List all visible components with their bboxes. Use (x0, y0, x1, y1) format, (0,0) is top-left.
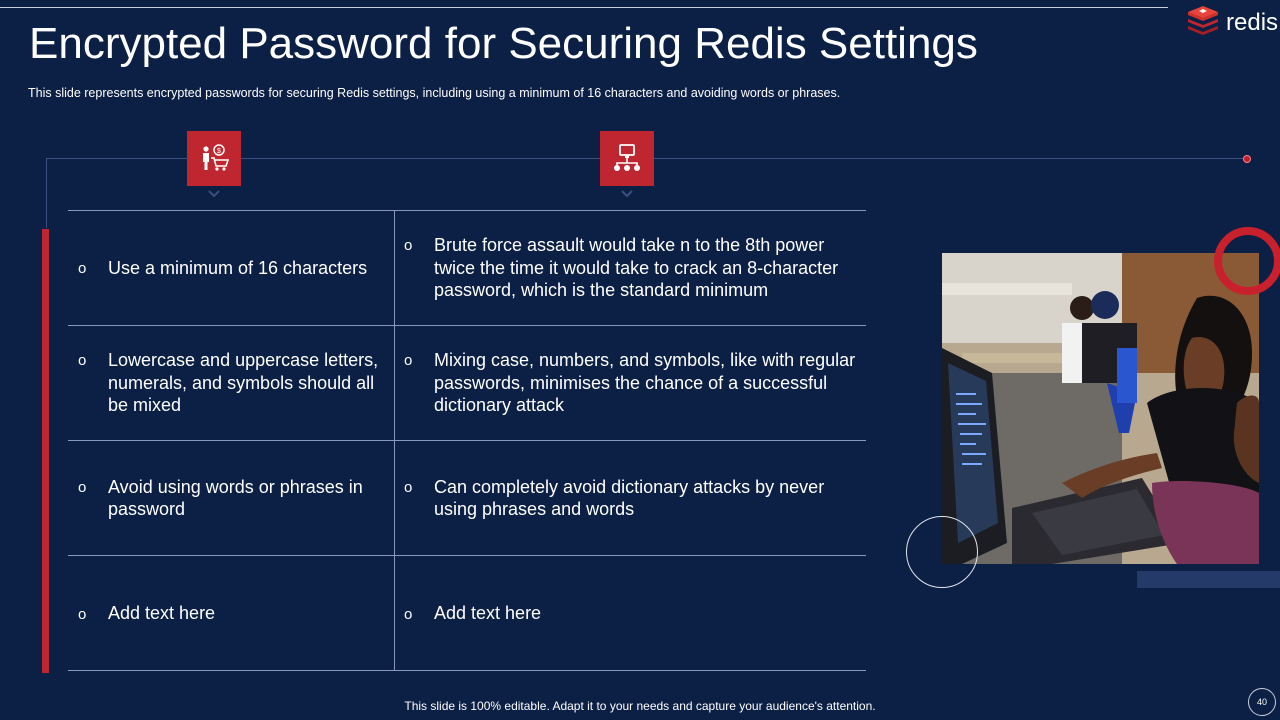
decorative-bar (1137, 571, 1280, 588)
page-subtitle: This slide represents encrypted passwords for securing Redis settings, including using a minimum of 16 characters and avoiding words or phrases. (28, 86, 841, 100)
table-divider (68, 670, 866, 671)
bullet-marker: o (404, 606, 413, 623)
accent-bar (42, 229, 49, 673)
footer-note: This slide is 100% editable. Adapt it to your needs and capture your audience's attention. (404, 699, 876, 713)
bullet-marker: o (78, 352, 87, 369)
decorative-ring (1214, 227, 1280, 295)
svg-text:$: $ (217, 147, 221, 155)
table-column-divider (394, 210, 395, 671)
connector-end-dot (1243, 155, 1251, 163)
redis-logo-icon (1186, 5, 1220, 35)
table-cell-left (108, 441, 388, 555)
table-cell-right (434, 211, 864, 325)
person-with-cart-icon (198, 143, 230, 175)
bullet-marker: o (78, 479, 87, 496)
table-cell-right (434, 326, 864, 440)
column-icon-box-left (187, 131, 241, 186)
bullet-marker: o (78, 606, 87, 623)
cell-text: Lowercase and uppercase letters, numerals, and symbols should all be mixed (108, 350, 379, 416)
cell-text: Mixing case, numbers, and symbols, like with regular passwords, minimises the chance of a successful dictionary attack (434, 350, 856, 416)
bullet-marker: o (404, 352, 413, 369)
page-title: Encrypted Password for Securing Redis Settings (29, 19, 978, 68)
office-photo (942, 253, 1259, 564)
table-cell-left (108, 211, 388, 325)
table-cell-right (434, 556, 864, 670)
bullet-marker: o (404, 479, 413, 496)
cell-text: Add text here (108, 602, 216, 623)
bullet-marker: o (78, 260, 87, 277)
top-divider (0, 7, 1168, 8)
cell-text: Use a minimum of 16 characters (108, 257, 368, 278)
chevron-down-icon (208, 190, 220, 198)
table-cell-left (108, 556, 388, 670)
chevron-down-icon (621, 190, 633, 198)
page-number: 40 (1248, 688, 1276, 716)
network-hierarchy-icon (611, 143, 643, 175)
column-icon-box-right (600, 131, 654, 186)
logo-text: redis (1226, 9, 1279, 36)
cell-text: Avoid using words or phrases in password (108, 476, 363, 519)
cell-text: Can completely avoid dictionary attacks by never using phrases and words (434, 476, 825, 519)
table-cell-left (108, 326, 388, 440)
bullet-marker: o (404, 237, 413, 254)
connector-line-vertical (46, 158, 47, 228)
redis-logo (1186, 5, 1280, 39)
office-photo-illustration (942, 253, 1259, 564)
cell-text: Brute force assault would take n to the 8th power twice the time it would take to crack an 8-character password, which is the standard minimum (434, 235, 839, 301)
table-cell-right (434, 441, 864, 555)
cell-text: Add text here (434, 602, 542, 623)
decorative-circle (906, 516, 978, 588)
